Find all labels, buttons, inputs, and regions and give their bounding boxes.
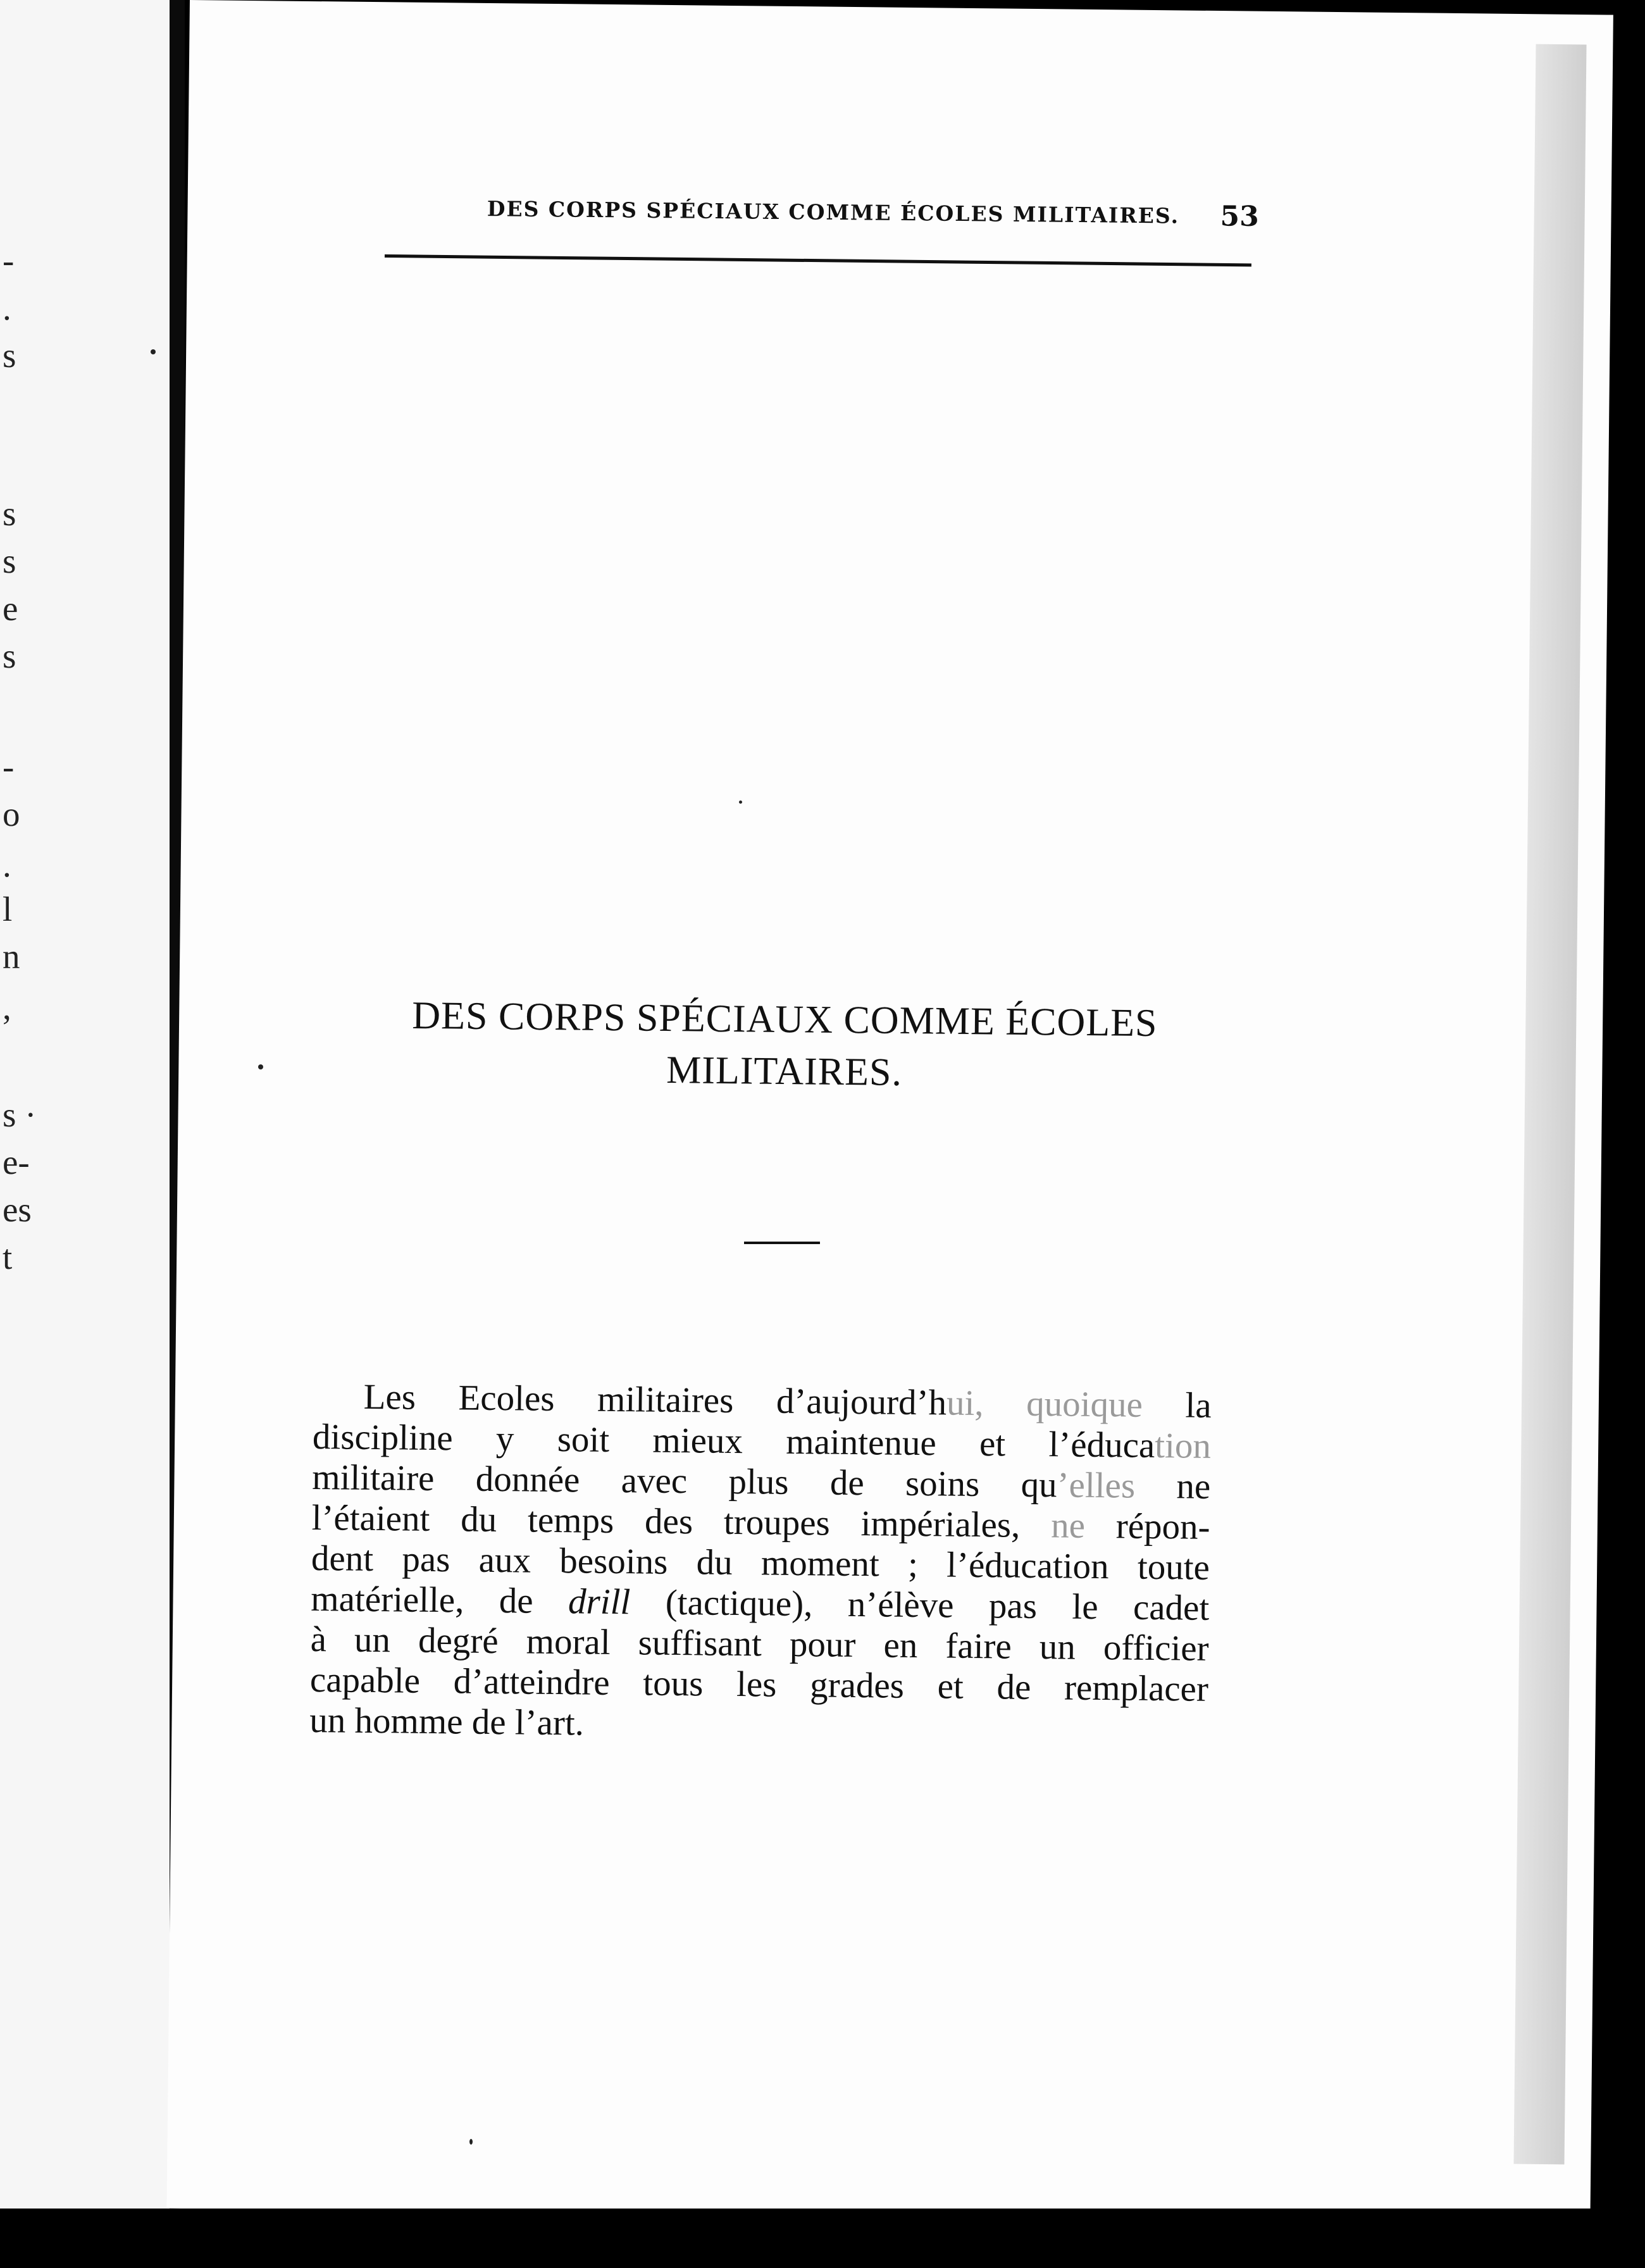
fragment: s · <box>3 1095 37 1134</box>
chapter-title-line-1: DES CORPS SPÉCIAUX COMME ÉCOLES <box>411 994 1158 1045</box>
fragment: s <box>3 542 16 580</box>
paragraph-line: l’étaient du temps des troupes impériales, ne répon- <box>311 1497 1210 1547</box>
fragment: es <box>3 1190 32 1229</box>
scan-speck <box>258 1064 263 1069</box>
running-head-title: DES CORPS SPÉCIAUX COMME ÉCOLES MILITAIRES. <box>487 196 1180 228</box>
page-number: 53 <box>1220 200 1260 233</box>
fragment: - <box>3 747 15 786</box>
italic-term: drill <box>568 1581 631 1623</box>
fragment: l <box>3 890 13 928</box>
fragment: s <box>3 336 16 375</box>
fragment: e <box>3 589 18 628</box>
fragment: . <box>3 289 11 327</box>
fragment: e- <box>3 1143 30 1181</box>
fragment: t <box>3 1238 13 1276</box>
scan-speck <box>739 801 742 804</box>
paragraph-line: dent pas aux besoins du moment ; l’éducation toute <box>311 1538 1210 1588</box>
fragment: . <box>3 845 11 884</box>
fragment: - <box>3 241 15 280</box>
scan-speck <box>151 349 156 354</box>
fragment: n <box>3 937 20 976</box>
body-paragraph <box>309 1376 1212 1750</box>
scan-border <box>0 2209 1645 2268</box>
book-page <box>166 0 1613 2223</box>
chapter-title-line-2: MILITAIRES. <box>666 1049 903 1094</box>
paragraph-line: discipline y soit mieux maintenue et l’éducation <box>312 1416 1212 1466</box>
fragment: s <box>3 637 16 675</box>
paragraph-line: un homme de l’art. <box>309 1700 585 1743</box>
paragraph-line: à un degré moral suffisant pour en faire un officier <box>310 1619 1209 1669</box>
scan-speck <box>469 2139 473 2145</box>
paragraph-line: militaire donnée avec plus de soins qu’elles ne <box>311 1457 1211 1507</box>
paragraph-line: matérielle, de drill (tactique), n’élève pas le cadet <box>310 1578 1210 1628</box>
fragment: , <box>3 988 11 1026</box>
fragment: s <box>3 494 16 533</box>
facing-page-edge <box>0 0 183 2268</box>
paragraph-line: capable d’atteindre tous les grades et de remplacer <box>309 1659 1209 1709</box>
paragraph-line: Les Ecoles militaires d’aujourd’hui, quoique la <box>363 1376 1212 1426</box>
chapter-title-rule <box>744 1242 820 1244</box>
fragment: o <box>3 795 20 833</box>
chapter-title <box>354 989 1215 1102</box>
